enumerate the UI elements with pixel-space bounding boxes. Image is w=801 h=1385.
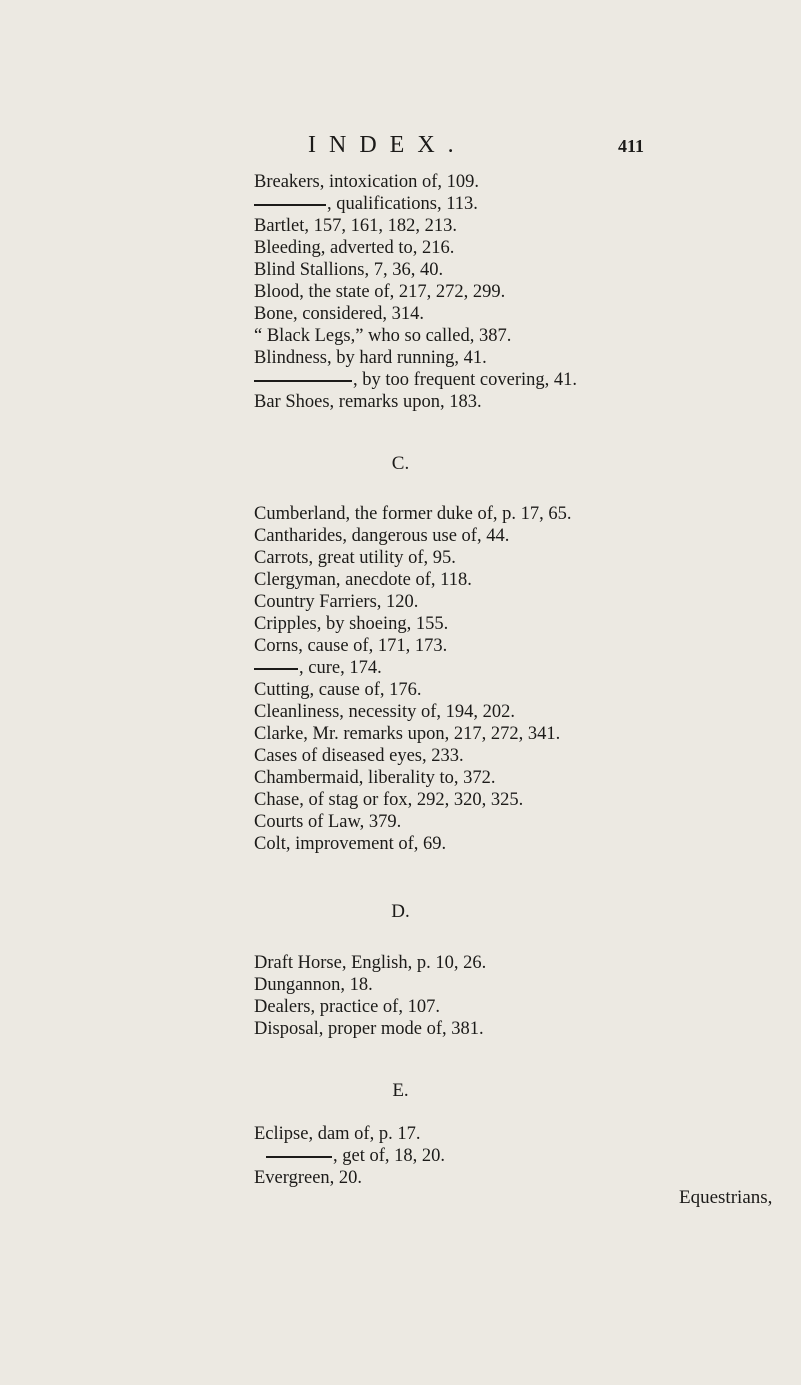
index-entry-text: , qualifications, 113. — [327, 194, 478, 214]
page-number: 411 — [618, 136, 645, 156]
index-entry: Country Farriers, 120. — [254, 592, 419, 612]
catchword: Equestrians, — [679, 1187, 773, 1208]
index-entry: Cripples, by shoeing, 155. — [254, 614, 449, 634]
index-entry: Cumberland, the former duke of, p. 17, 65. — [254, 504, 572, 524]
index-entry-continuation — [254, 1145, 445, 1167]
section-letter-c: C. — [391, 453, 410, 474]
ditto-rule — [266, 1156, 332, 1158]
index-entry: Cleanliness, necessity of, 194, 202. — [254, 702, 516, 722]
index-entry: Cutting, cause of, 176. — [254, 680, 422, 700]
index-entry: Chase, of stag or fox, 292, 320, 325. — [254, 790, 524, 810]
index-entry-continuation — [254, 657, 382, 679]
ditto-rule — [254, 380, 352, 382]
index-entry: Bar Shoes, remarks upon, 183. — [254, 392, 482, 412]
index-entry: Draft Horse, English, p. 10, 26. — [254, 953, 487, 973]
section-letter-e: E. — [392, 1080, 409, 1101]
index-entry: Cases of diseased eyes, 233. — [254, 746, 464, 766]
index-entry: Eclipse, dam of, p. 17. — [254, 1124, 421, 1144]
ditto-rule — [254, 204, 326, 206]
index-entry: Courts of Law, 379. — [254, 812, 402, 832]
index-entry-continuation — [254, 369, 577, 391]
index-entry: Corns, cause of, 171, 173. — [254, 636, 448, 656]
index-entry: “ Black Legs,” who so called, 387. — [254, 326, 512, 346]
index-entry: Clergyman, anecdote of, 118. — [254, 570, 472, 590]
index-entry: Carrots, great utility of, 95. — [254, 548, 456, 568]
index-entry: Bone, considered, 314. — [254, 304, 425, 324]
index-entry: Blind Stallions, 7, 36, 40. — [254, 260, 444, 280]
index-entry: Bleeding, adverted to, 216. — [254, 238, 455, 258]
index-entry-text: , cure, 174. — [299, 658, 382, 678]
index-entry: Blindness, by hard running, 41. — [254, 348, 487, 368]
index-entry: Chambermaid, liberality to, 372. — [254, 768, 496, 788]
index-entry-continuation — [254, 193, 478, 215]
index-entry: Clarke, Mr. remarks upon, 217, 272, 341. — [254, 724, 561, 744]
index-entry: Evergreen, 20. — [254, 1168, 363, 1188]
index-entry: Blood, the state of, 217, 272, 299. — [254, 282, 506, 302]
ditto-rule — [254, 668, 298, 670]
index-entry: Breakers, intoxication of, 109. — [254, 172, 480, 192]
index-entry-text: , get of, 18, 20. — [333, 1146, 446, 1166]
index-entry: Bartlet, 157, 161, 182, 213. — [254, 216, 457, 236]
index-entry: Colt, improvement of, 69. — [254, 834, 447, 854]
running-head — [0, 128, 801, 168]
page-title: INDEX. — [308, 132, 467, 158]
index-entry: Dungannon, 18. — [254, 975, 373, 995]
section-letter-d: D. — [391, 901, 410, 922]
index-entry: Dealers, practice of, 107. — [254, 997, 440, 1017]
index-entry: Disposal, proper mode of, 381. — [254, 1019, 484, 1039]
index-entry: Cantharides, dangerous use of, 44. — [254, 526, 510, 546]
index-entry-text: , by too frequent covering, 41. — [353, 370, 577, 390]
